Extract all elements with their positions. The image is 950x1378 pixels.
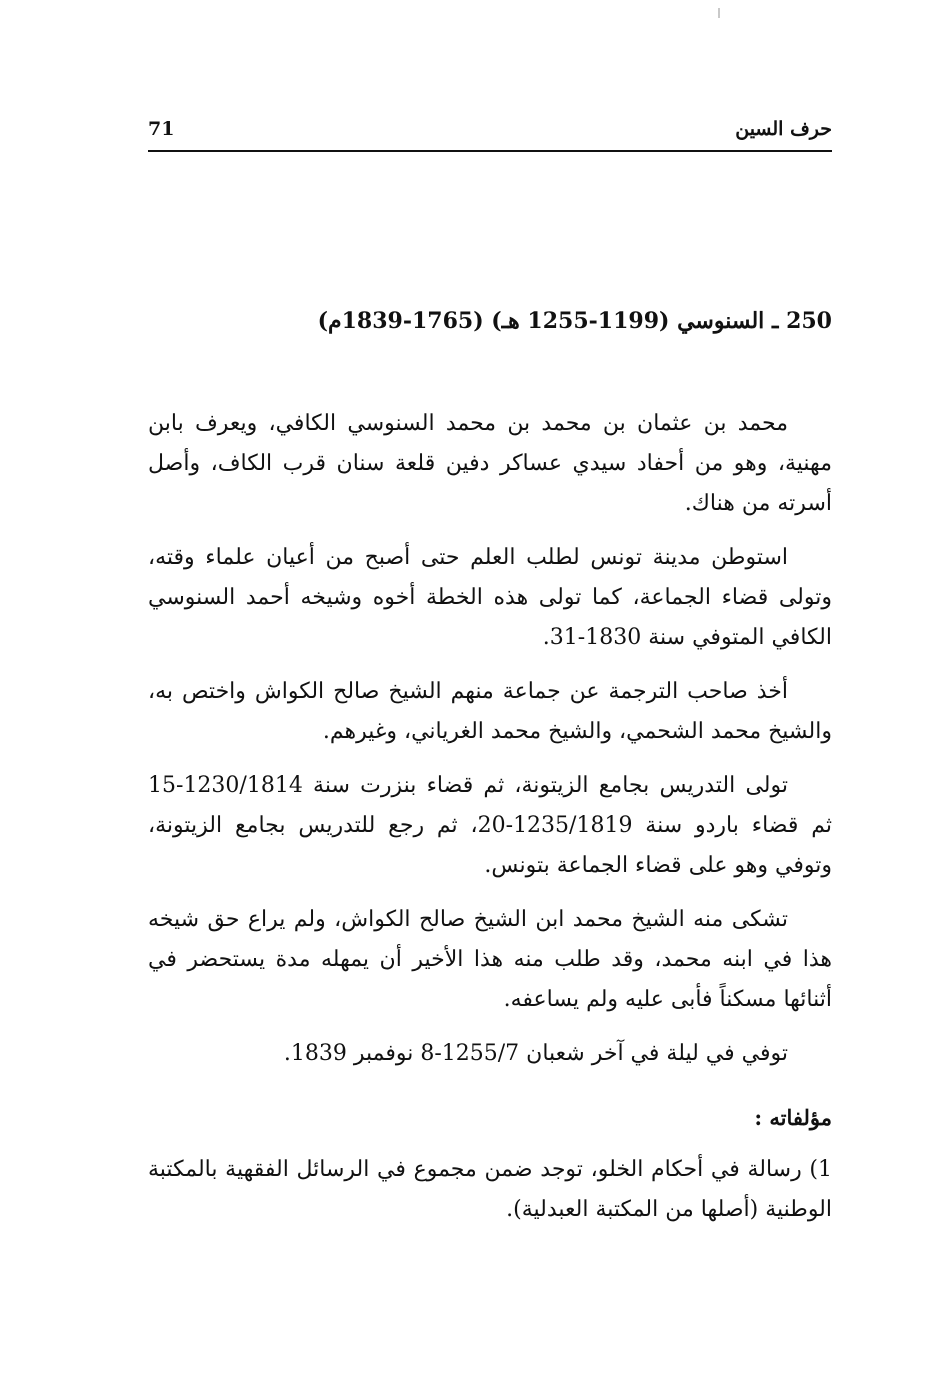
paragraph-identity: محمد بن عثمان بن محمد بن محمد السنوسي الكافي، ويعرف بابن مهنية، وهو من أحفاد سيدي عساكر دفين قلعة سنان قرب الكاف، وأصل أسرته من هناك.: [148, 411, 832, 516]
entry-body: [148, 404, 832, 1230]
page-number: 71: [148, 118, 175, 140]
paragraph-teachers: أخذ صاحب الترجمة عن جماعة منهم الشيخ صالح الكواش واختص به، والشيخ محمد الشحمي، والشيخ محمد الغرياني، وغيرهم.: [148, 679, 832, 744]
paragraph-death: توفي في ليلة في آخر شعبان 1255/7-8 نوفمبر 1839.: [283, 1041, 788, 1066]
paragraph-complaint: تشكى منه الشيخ محمد ابن الشيخ صالح الكواش، ولم يراع حق شيخه هذا في ابنه محمد، وقد طلب منه هذا الأخير أن يمهله مدة يستحضر في أثنائها مسكناً فأبى عليه ولم يساعفه.: [148, 907, 832, 1012]
entry-title: 250 ـ السنوسي (1199-1255 هـ) (1765-1839م): [317, 308, 832, 334]
works-heading: مؤلفاته :: [754, 1105, 832, 1130]
running-head: حرف السين: [735, 118, 832, 140]
page-header: [148, 116, 832, 152]
paragraph-career: استوطن مدينة تونس لطلب العلم حتى أصبح من أعيان علماء وقته، وتولى قضاء الجماعة، كما تولى هذه الخطة أخوه وشيخه أحمد السنوسي الكافي المتوفي سنة 1830-31.: [148, 545, 832, 650]
paragraph-positions: تولى التدريس بجامع الزيتونة، ثم قضاء بنزرت سنة 1230/1814-15 ثم قضاء باردو سنة 1235/1819-20، ثم رجع للتدريس بجامع الزيتونة، وتوفي وهو على قضاء الجماعة بتونس.: [148, 773, 832, 878]
work-item: 1) رسالة في أحكام الخلو، توجد ضمن مجموع في الرسائل الفقهية بالمكتبة الوطنية (أصلها من المكتبة العبدلية).: [148, 1157, 832, 1222]
scan-mark: [718, 8, 720, 18]
